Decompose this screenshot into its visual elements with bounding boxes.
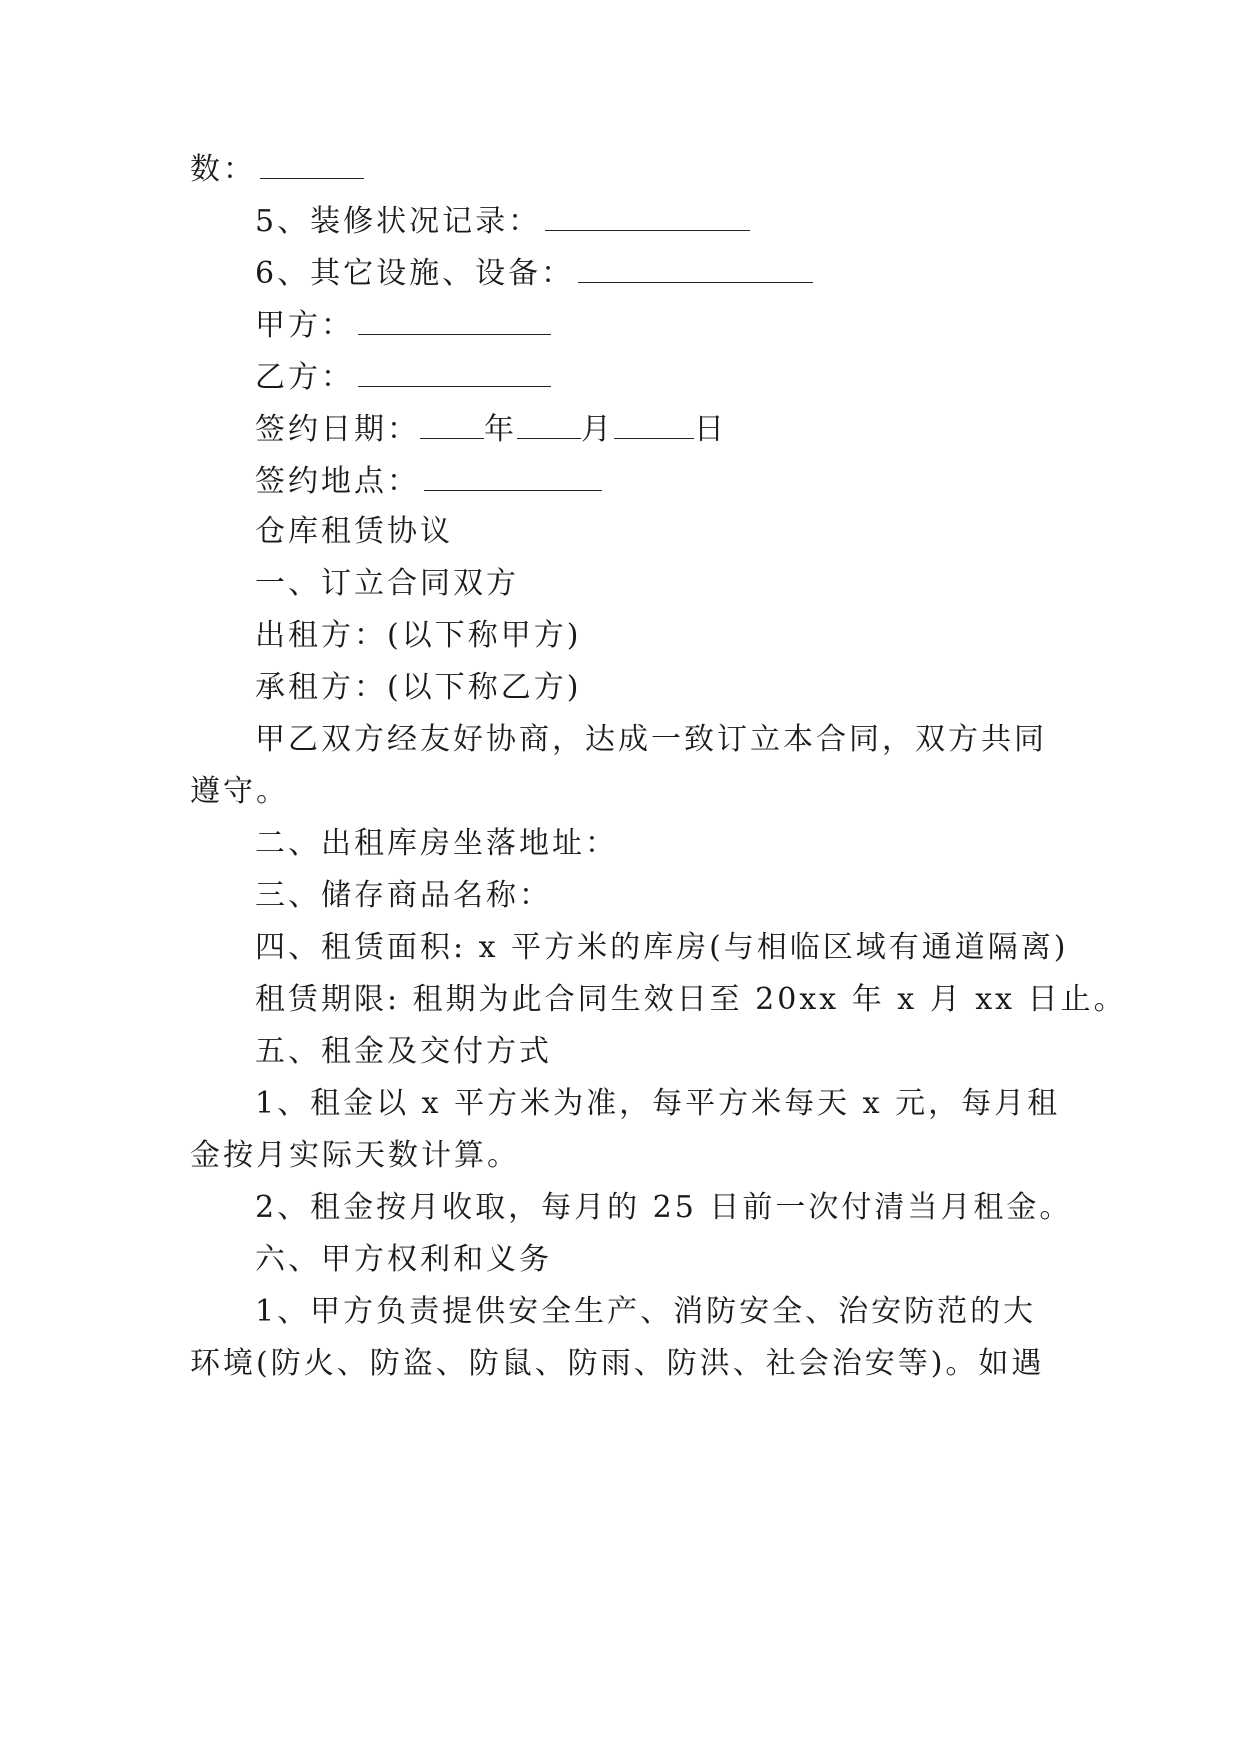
line-text: 1、租金以 x 平方米为准，每平方米每天 x 元，每月租 <box>255 1086 1061 1121</box>
line-text: 年 <box>484 412 517 447</box>
blank-field <box>424 460 602 491</box>
section-title <box>255 512 1135 552</box>
line-text: 一、订立合同双方 <box>255 566 519 601</box>
line-party-b <box>255 356 1135 396</box>
line-decoration-record <box>255 200 1135 240</box>
line-count <box>190 148 1070 188</box>
line-text: 仓库租赁协议 <box>255 514 453 549</box>
line-text: 日 <box>694 412 727 447</box>
line-text: 遵守。 <box>190 774 289 809</box>
line-text: 签约日期： <box>255 412 420 447</box>
line-text: 二、出租库房坐落地址： <box>255 826 618 861</box>
line-other-facilities <box>255 252 1135 292</box>
line-text: 环境(防火、防盗、防鼠、防雨、防洪、社会治安等)。如遇 <box>190 1346 1045 1381</box>
blank-field <box>578 252 813 283</box>
line-text: 2、租金按月收取，每月的 25 日前一次付清当月租金。 <box>255 1190 1073 1225</box>
paragraph-line <box>190 1344 1070 1384</box>
line-text: 金按月实际天数计算。 <box>190 1138 520 1173</box>
blank-field <box>358 356 551 387</box>
blank-field <box>545 200 750 231</box>
line-sign-place <box>255 460 1135 500</box>
paragraph-line <box>255 668 1135 708</box>
paragraph-line <box>255 616 1135 656</box>
line-party-a <box>255 304 1135 344</box>
section-heading <box>255 876 1135 916</box>
blank-field <box>260 148 364 179</box>
line-text: 5、装修状况记录： <box>255 204 542 239</box>
line-text: 五、租金及交付方式 <box>255 1034 552 1069</box>
paragraph-line <box>255 720 1135 760</box>
paragraph-line <box>255 1292 1135 1332</box>
section-heading <box>255 1032 1135 1072</box>
line-text: 1、甲方负责提供安全生产、消防安全、治安防范的大 <box>255 1294 1037 1329</box>
line-text: 乙方： <box>255 360 354 395</box>
paragraph-line <box>255 1188 1135 1228</box>
paragraph-line <box>190 1136 1070 1176</box>
line-text: 四、租赁面积: x 平方米的库房(与相临区域有通道隔离) <box>255 930 1069 965</box>
line-text: 甲方： <box>255 308 354 343</box>
section-heading <box>255 824 1135 864</box>
blank-field <box>517 408 581 439</box>
blank-field <box>420 408 484 439</box>
line-text: 6、其它设施、设备： <box>255 256 575 291</box>
line-text: 三、储存商品名称： <box>255 878 552 913</box>
line-text: 租赁期限: 租期为此合同生效日至 20xx 年 x 月 xx 日止。 <box>255 982 1127 1017</box>
line-text: 月 <box>581 412 614 447</box>
line-text: 出租方：(以下称甲方) <box>255 618 582 653</box>
line-text: 承租方：(以下称乙方) <box>255 670 582 705</box>
line-sign-date <box>255 408 1135 448</box>
line-text: 六、甲方权利和义务 <box>255 1242 552 1277</box>
section-heading <box>255 1240 1135 1280</box>
section-heading <box>255 564 1135 604</box>
blank-field <box>358 304 551 335</box>
paragraph-line <box>255 980 1135 1020</box>
line-text: 签约地点： <box>255 464 420 499</box>
blank-field <box>614 408 694 439</box>
paragraph-line <box>255 928 1135 968</box>
line-text: 甲乙双方经友好协商，达成一致订立本合同，双方共同 <box>255 722 1047 757</box>
paragraph-line <box>255 1084 1135 1124</box>
paragraph-line <box>190 772 1070 812</box>
line-text: 数： <box>190 152 256 187</box>
